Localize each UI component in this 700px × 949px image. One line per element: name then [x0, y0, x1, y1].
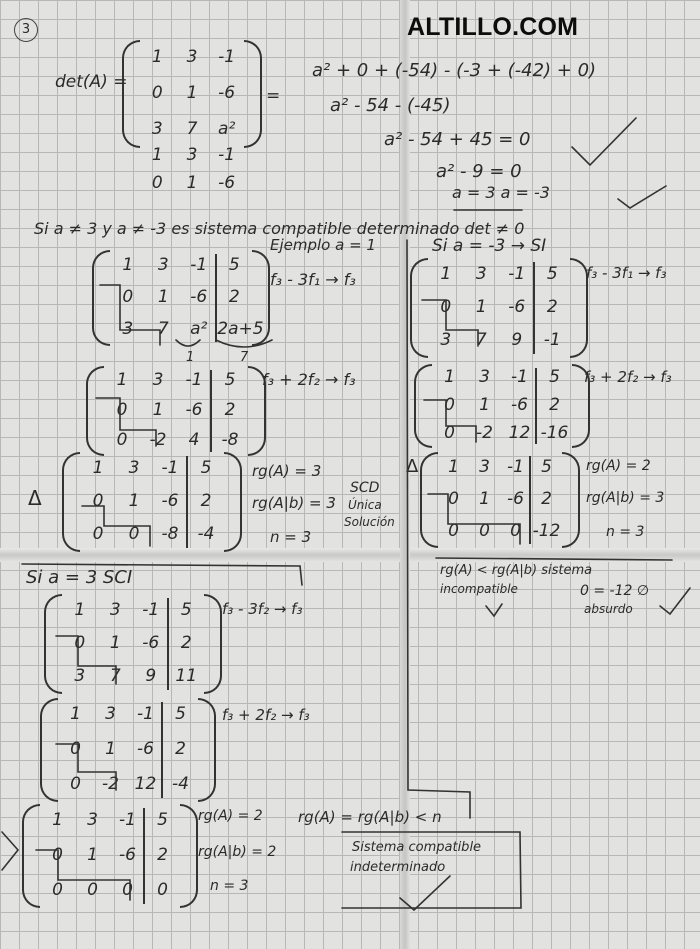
- matrix-cell-r1-c3: -1: [218, 145, 236, 165]
- stair-minus3-1: [422, 300, 478, 346]
- minus3-rank-a: rg(A) = 2: [586, 458, 651, 474]
- matrix-cell-r1-c2: 3: [475, 263, 487, 284]
- matrix-cell-r3-c3: a²: [190, 319, 208, 339]
- matrix-cell-r2-c1: 0: [151, 173, 163, 193]
- matrix-cell-r3-c1: 0: [444, 423, 455, 443]
- det-label: det(A) =: [55, 72, 128, 92]
- matrix-cell-r3-c4: -1: [543, 330, 561, 351]
- matrix-cell-r1-c4: 5: [224, 370, 236, 390]
- det-step-1: a² + 0 + (-54) - (-3 + (-42) + 0): [312, 60, 597, 81]
- matrix-cell-r1-c3: -1: [119, 810, 136, 831]
- case3-box-right: [300, 566, 302, 585]
- case3-conclusion-2: indeterminado: [350, 860, 446, 875]
- matrix-cell-r2-c2: 1: [475, 297, 487, 317]
- matrix-cell-r3-c1: 3: [74, 666, 86, 687]
- case3-rank-ab: rg(A|b) = 2: [198, 844, 277, 860]
- matrix-cell-r1-c2: 3: [109, 599, 121, 620]
- matrix-cell-r3-c3: -8: [161, 524, 179, 545]
- matrix-cell-r2-c1: 0: [74, 633, 86, 653]
- stair-case3-1: [56, 636, 116, 687]
- stair-general-1: [100, 285, 160, 345]
- matrix-cell-r1-c4: 5: [200, 457, 212, 478]
- general-triangle-mark: Δ: [28, 486, 42, 510]
- matrix-cell-r2-c4: 2: [541, 489, 552, 509]
- matrix-cell-r1-c3: -1: [142, 599, 160, 620]
- matrix-cell-r1-c4: 5: [541, 457, 552, 477]
- matrix-cell-r3-c3: 9: [145, 666, 157, 687]
- matrix-cell-r1-c4: 5: [546, 263, 558, 284]
- general-op-1: f₃ - 3f₁ → f₃: [270, 270, 356, 289]
- general-under-2: 7: [240, 350, 249, 365]
- matrix-cell-r2-c2: 1: [87, 845, 98, 865]
- matrix-cell-r2-c1: 0: [444, 395, 455, 415]
- matrix-cell-r3-c2: 7: [109, 666, 121, 687]
- minus3-op-2: f₃ + 2f₂ → f₃: [584, 368, 672, 386]
- matrix-cell-r3-c4: -4: [172, 773, 189, 794]
- minus3-op-1: f₃ - 3f₁ → f₃: [586, 264, 667, 282]
- det-eq: =: [266, 86, 281, 106]
- matrix-cell-r1-c1: 1: [92, 457, 104, 478]
- matrix-cell-r3-c1: 0: [116, 430, 128, 450]
- matrix-cell-r3-c1: 0: [70, 773, 81, 794]
- matrix-cell-r2-c1: 0: [440, 297, 452, 317]
- matrix-cell-r3-c4: -4: [197, 524, 215, 545]
- case3-box-top: [22, 564, 300, 566]
- matrix-cell-r2-c2: 1: [128, 491, 140, 511]
- matrix-cell-r3-c2: -2: [102, 773, 119, 794]
- matrix-cell-r2-c4: 2: [180, 633, 192, 653]
- matrix-cell-r2-c2: 1: [186, 173, 198, 193]
- matrix-cell-r2-c2: 1: [479, 395, 490, 415]
- matrix-cell-r1-c1: 1: [440, 263, 452, 284]
- matrix-cell-r1-c4: 5: [175, 704, 186, 725]
- matrix-cell-r3-c2: 0: [479, 521, 490, 541]
- matrix-cell-r2-c1: 0: [151, 83, 163, 103]
- matrix-cell-r1-c1: 1: [70, 704, 81, 725]
- matrix-cell-r1-c3: -1: [190, 255, 208, 275]
- minus3-title: Si a = -3 → SI: [432, 236, 547, 256]
- checkmark-1: [572, 118, 636, 165]
- general-op-2: f₃ + 2f₂ → f₃: [262, 370, 356, 389]
- matrix-cell-r2-c1: 0: [70, 739, 81, 759]
- matrix-cell-r2-c2: 1: [479, 489, 490, 509]
- matrix-cell-r2-c1: 0: [92, 491, 104, 511]
- general-n: n = 3: [270, 528, 312, 546]
- general-rank-ab: rg(A|b) = 3: [252, 494, 336, 512]
- matrix-cell-r3-c1: 3: [151, 119, 163, 139]
- stair-case3-2: [56, 744, 116, 790]
- matrix-cell-r3-c3: a²: [218, 119, 236, 139]
- matrix-cell-r1-c2: 3: [186, 145, 198, 165]
- case3-conclusion-box: [342, 832, 521, 908]
- matrix-cell-r1-c4: 5: [157, 810, 168, 831]
- minus3-note-1: rg(A) < rg(A|b) sistema: [440, 563, 593, 578]
- case3-op-1: f₃ - 3f₂ → f₃: [222, 600, 303, 618]
- matrix-cell-r2-c3: -6: [119, 845, 136, 865]
- matrix-cell-r3-c4: -8: [221, 430, 239, 450]
- matrix-cell-r2-c4: 2: [546, 297, 558, 317]
- matrix-cell-r3-c2: -2: [149, 430, 167, 450]
- matrix-cell-r1-c1: 1: [444, 367, 455, 387]
- matrix-cell-r1-c2: 3: [479, 367, 490, 387]
- matrix-cell-r1-c1: 1: [52, 810, 63, 831]
- checkmark-4: [660, 588, 690, 614]
- matrix-cell-r1-c1: 1: [74, 599, 86, 620]
- matrix-cell-r2-c3: -6: [507, 489, 524, 509]
- matrix-cell-r3-c2: 7: [186, 119, 198, 139]
- checkmark-3: [486, 604, 502, 616]
- matrix-cell-r3-c3: 0: [510, 521, 521, 541]
- minus3-rank-ab: rg(A|b) = 3: [586, 490, 665, 506]
- matrix-cell-r3-c2: 7: [475, 330, 487, 351]
- matrix-cell-r1-c3: -1: [161, 457, 179, 478]
- matrix-cell-r3-c4: 2a+5: [217, 319, 264, 339]
- matrix-cell-r2-c3: -6: [511, 395, 528, 415]
- matrix-cell-r1-c2: 3: [87, 810, 98, 831]
- brace-1: [176, 340, 200, 346]
- problem-number: 3: [14, 18, 38, 42]
- matrix-cell-r2-c1: 0: [122, 287, 134, 307]
- matrix-cell-r3-c4: -16: [540, 423, 569, 443]
- matrix-cell-r1-c4: 5: [228, 255, 240, 275]
- det-step-4: a² - 9 = 0: [436, 161, 522, 182]
- column-divider-line: [407, 240, 470, 818]
- matrix-cell-r2-c3: -6: [142, 633, 160, 653]
- matrix-cell-r3-c1: 0: [448, 521, 459, 541]
- stair-general-3: [82, 506, 150, 546]
- matrix-cell-r1-c2: 3: [186, 47, 198, 67]
- matrix-cell-r1-c1: 1: [116, 370, 128, 390]
- matrix-cell-r1-c3: -1: [507, 457, 524, 477]
- general-under-1: 1: [186, 350, 195, 365]
- matrix-cell-r3-c3: 12: [134, 773, 157, 794]
- general-example: Ejemplo a = 1: [270, 236, 376, 254]
- det-step-2: a² - 54 - (-45): [330, 95, 451, 116]
- matrix-cell-r3-c3: 4: [188, 430, 200, 450]
- matrix-cell-r2-c3: -6: [508, 297, 526, 317]
- case3-rank-a: rg(A) = 2: [198, 808, 263, 824]
- matrix-cell-r2-c4: 2: [224, 400, 236, 420]
- matrix-cell-r1-c2: 3: [152, 370, 164, 390]
- matrix-cell-r1-c2: 3: [128, 457, 140, 478]
- matrix-cell-r3-c1: 3: [122, 319, 134, 339]
- matrix-cell-r1-c3: -1: [185, 370, 203, 390]
- checkmark-2: [618, 186, 666, 208]
- matrix-cell-r2-c4: 2: [549, 395, 560, 415]
- brace-2: [216, 340, 272, 347]
- matrix-cell-r2-c4: 2: [175, 739, 186, 759]
- case3-relation: rg(A) = rg(A|b) < n: [298, 808, 442, 826]
- matrix-cell-r1-c3: -1: [137, 704, 154, 725]
- minus3-note-2: incompatible: [440, 582, 518, 596]
- matrix-cell-r2-c3: -6: [190, 287, 208, 307]
- general-case-statement: Si a ≠ 3 y a ≠ -3 es sistema compatible determinado det ≠ 0: [34, 219, 525, 238]
- matrix-cell-r2-c2: 1: [109, 633, 121, 653]
- matrix-cell-r3-c2: 0: [128, 524, 140, 545]
- matrix-cell-r2-c4: 2: [157, 845, 168, 865]
- matrix-cell-r3-c1: 0: [52, 879, 63, 900]
- stair-minus3-3: [428, 494, 520, 544]
- minus3-triangle-mark: Δ: [406, 456, 419, 477]
- matrix-cell-r3-c3: 0: [122, 879, 133, 900]
- stair-case3-3: [36, 850, 130, 900]
- matrix-cell-r2-c3: -6: [161, 491, 179, 511]
- matrix-cell-r2-c4: 2: [228, 287, 240, 307]
- matrix-cell-r2-c1: 0: [448, 489, 459, 509]
- matrix-cell-r1-c3: -1: [508, 263, 526, 284]
- matrix-cell-r3-c3: 9: [511, 330, 523, 351]
- matrix-cell-r1-c2: 3: [479, 457, 490, 477]
- checkmark-5: [400, 876, 450, 910]
- general-rank-a: rg(A) = 3: [252, 462, 322, 480]
- matrix-cell-r3-c2: 0: [87, 879, 98, 900]
- matrix-cell-r1-c3: -1: [218, 47, 236, 67]
- matrix-cell-r1-c4: 5: [180, 599, 192, 620]
- stair-general-2: [96, 398, 156, 446]
- case3-op-2: f₃ + 2f₂ → f₃: [222, 706, 310, 724]
- stair-minus3-2: [424, 400, 476, 442]
- matrix-cell-r2-c3: -6: [218, 173, 236, 193]
- minus3-note-line: [436, 558, 672, 560]
- minus3-n: n = 3: [606, 524, 645, 540]
- case3-title: Si a = 3 SCI: [26, 567, 133, 588]
- matrix-cell-r1-c2: 3: [157, 255, 169, 275]
- matrix-cell-r2-c2: 1: [152, 400, 164, 420]
- matrix-cell-r3-c4: 11: [175, 666, 198, 687]
- det-roots: a = 3 a = -3: [452, 183, 550, 202]
- matrix-cell-r2-c2: 1: [186, 83, 198, 103]
- watermark-logo: ALTILLO.COM: [407, 13, 579, 41]
- matrix-cell-r1-c1: 1: [448, 457, 459, 477]
- case3-n: n = 3: [210, 878, 249, 894]
- matrix-cell-r2-c1: 0: [116, 400, 128, 420]
- general-conclusion-2: Única: [348, 498, 382, 512]
- matrix-cell-r3-c1: 0: [92, 524, 104, 545]
- minus3-note-4: absurdo: [584, 602, 633, 616]
- matrix-cell-r1-c3: -1: [511, 367, 528, 387]
- matrix-cell-r3-c1: 3: [440, 330, 452, 351]
- matrix-cell-r2-c3: -6: [137, 739, 154, 759]
- matrix-cell-r2-c2: 1: [157, 287, 169, 307]
- general-conclusion-1: SCD: [350, 480, 380, 496]
- matrix-cell-r3-c3: 12: [508, 423, 531, 443]
- case3-conclusion-1: Sistema compatible: [352, 840, 482, 855]
- matrix-cell-r3-c4: -12: [532, 521, 561, 541]
- matrix-cell-r3-c4: 0: [157, 879, 168, 900]
- matrix-cell-r2-c3: -6: [218, 83, 236, 103]
- matrix-cell-r3-c2: -2: [476, 423, 493, 443]
- det-step-3: a² - 54 + 45 = 0: [384, 129, 531, 150]
- matrix-cell-r1-c4: 5: [549, 367, 560, 387]
- matrix-cell-r1-c1: 1: [151, 47, 163, 67]
- matrix-cell-r3-c2: 7: [157, 319, 169, 339]
- matrix-cell-r2-c1: 0: [52, 845, 63, 865]
- matrix-cell-r2-c4: 2: [200, 491, 212, 511]
- matrix-cell-r1-c1: 1: [122, 255, 134, 275]
- matrix-cell-r1-c2: 3: [105, 704, 116, 725]
- minus3-note-3: 0 = -12 ∅: [580, 583, 650, 599]
- edge-mark: [2, 832, 18, 870]
- matrix-cell-r2-c2: 1: [105, 739, 116, 759]
- matrix-cell-r2-c3: -6: [185, 400, 203, 420]
- matrix-cell-r1-c1: 1: [151, 145, 163, 165]
- general-conclusion-3: Solución: [344, 515, 395, 529]
